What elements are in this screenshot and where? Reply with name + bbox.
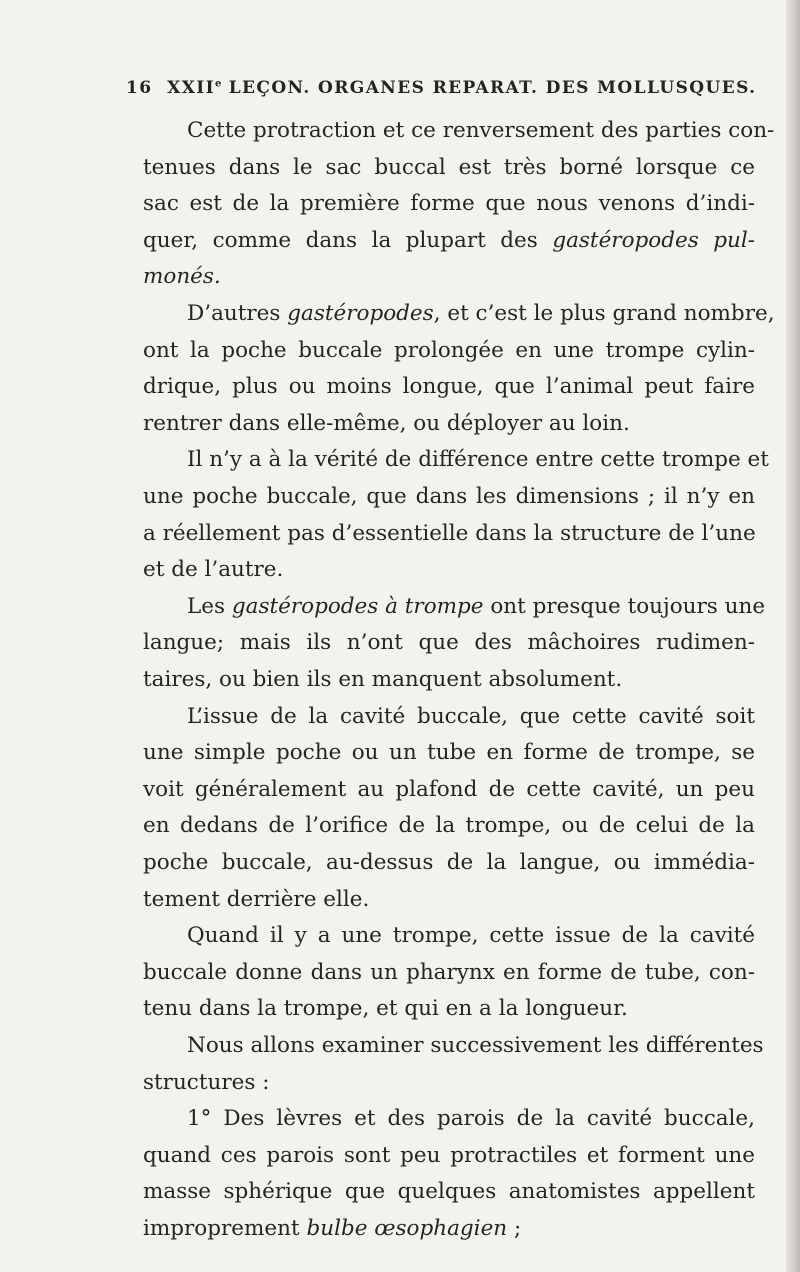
text-run: a réellement pas d’essentielle dans la structure de l’une: [143, 520, 756, 546]
text-run: en dedans de l’orifice de la trompe, ou de celui de la: [143, 813, 755, 839]
text-line: [143, 669, 622, 691]
text-line: [143, 776, 755, 802]
text-line: [187, 301, 775, 326]
italic-term: monés.: [143, 264, 221, 290]
lesson-number: XXII: [167, 78, 215, 98]
text-line: [143, 632, 755, 654]
text-line: [143, 193, 755, 215]
italic-term: gastéropodes pul-: [552, 227, 756, 253]
text-line: [187, 1033, 764, 1058]
text-run: une poche buccale, que dans les dimensions ; il n’y en: [143, 484, 755, 509]
text-line: [187, 703, 755, 729]
text-run: structures :: [143, 1069, 270, 1095]
text-line: [143, 1069, 270, 1095]
text-run: Quand il y a une trompe, cette issue de la cavité: [187, 923, 755, 949]
text-line: [143, 410, 630, 436]
text-line: [143, 815, 755, 837]
text-line: [187, 593, 766, 619]
text-run: une simple poche ou un tube en forme de trompe, se: [143, 740, 755, 766]
text-run: Les: [187, 593, 232, 619]
text-line: [143, 959, 755, 985]
text-run: et de l’autre.: [143, 557, 284, 583]
text-run: tenu dans la trompe, et qui en a la longueur.: [143, 996, 628, 1022]
text-line: [143, 559, 283, 581]
text-run: quer, comme dans la plupart des: [143, 227, 553, 253]
text-run: , et c’est le plus grand nombre,: [433, 301, 775, 326]
italic-term: bulbe œsophagien: [306, 1216, 508, 1241]
text-run: ;: [507, 1216, 522, 1241]
text-line: [143, 1218, 521, 1240]
lesson-superscript: e: [215, 78, 222, 90]
text-line: [187, 1108, 755, 1130]
text-run: masse sphérique que quelques anatomistes appellent: [143, 1179, 755, 1205]
text-run: sac est de la première forme que nous venons d’indi-: [143, 191, 755, 217]
text-line: [143, 337, 755, 363]
italic-term: gastéropodes à trompe: [231, 593, 484, 619]
text-line: [143, 852, 755, 874]
text-line: [143, 376, 755, 398]
text-line: [143, 154, 755, 180]
text-run: drique, plus ou moins longue, que l’animal peut faire: [143, 374, 755, 400]
text-run: ont presque toujours une: [483, 593, 766, 619]
text-line: [143, 742, 755, 764]
text-line: [143, 520, 756, 546]
page-number: 16: [126, 78, 153, 98]
text-run: L’issue de la cavité buccale, que cette cavité soit: [187, 703, 755, 729]
text-line: [143, 1181, 755, 1203]
text-line: [143, 886, 370, 912]
text-run: 1° Des lèvres et des parois de la cavité buccale,: [187, 1106, 755, 1132]
header-title: LEÇON. ORGANES REPARAT. DES MOLLUSQUES.: [228, 78, 757, 98]
text-run: tenues dans le sac buccal est très borné lorsque ce: [143, 154, 755, 180]
text-line: [143, 998, 628, 1020]
text-run: buccale donne dans un pharynx en forme de tube, con-: [143, 959, 755, 985]
text-line: [143, 266, 221, 288]
text-line: [143, 1142, 755, 1168]
italic-term: gastéropodes: [287, 301, 434, 326]
text-run: langue; mais ils n’ont que des mâchoires rudimen-: [143, 630, 755, 656]
text-run: improprement: [143, 1216, 307, 1241]
text-run: rentrer dans elle-même, ou déployer au loin.: [143, 410, 630, 436]
text-run: Cette protraction et ce renversement des parties con-: [187, 118, 775, 143]
text-run: taires, ou bien ils en manquent absolument.: [143, 667, 623, 692]
text-line: [187, 118, 775, 143]
text-run: Il n’y a à la vérité de différence entre cette trompe et: [187, 447, 769, 473]
text-line: [143, 486, 755, 508]
text-run: voit généralement au plafond de cette cavité, un peu: [143, 776, 755, 802]
text-run: ont la poche buccale prolongée en une trompe cylin-: [143, 337, 755, 363]
text-run: quand ces parois sont peu protractiles et forment une: [143, 1142, 755, 1168]
text-run: D’autres: [187, 301, 288, 326]
running-header: [126, 78, 766, 98]
page-edge: [786, 0, 800, 1272]
text-line: [187, 925, 755, 947]
text-line: [187, 447, 769, 473]
text-line: [143, 227, 756, 253]
text-run: tement derrière elle.: [143, 886, 370, 912]
text-run: Nous allons examiner successivement les différentes: [187, 1033, 764, 1058]
text-run: poche buccale, au-dessus de la langue, ou immédia-: [143, 850, 755, 875]
